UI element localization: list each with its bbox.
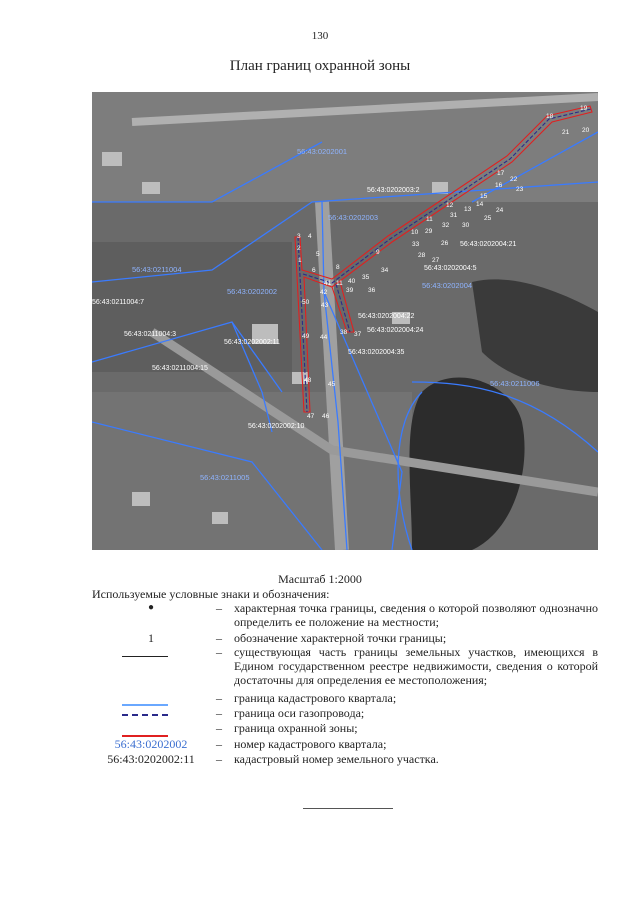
legend-symbol-number: 1 xyxy=(148,631,154,645)
quarter-label: 56:43:0211005 xyxy=(200,473,250,482)
legend-text: характерная точка границы, сведения о которой позволяют однозначно определить ее положение на местности; xyxy=(234,601,598,629)
point-label: 14 xyxy=(476,201,484,208)
point-label: 36 xyxy=(368,287,376,294)
point-label: 17 xyxy=(497,170,505,177)
point-label: 43 xyxy=(321,302,329,309)
page-number: 130 xyxy=(311,30,329,42)
point-label: 20 xyxy=(582,127,590,134)
legend-title: Используемые условные знаки и обозначения: xyxy=(92,587,330,601)
point-label: 19 xyxy=(580,105,588,112)
point-label: 44 xyxy=(320,334,328,341)
point-label: 21 xyxy=(562,129,570,136)
parcel-label: 56:43:0202003:2 xyxy=(367,187,420,194)
legend-row-quarter-boundary xyxy=(92,691,598,705)
parcel-label: 56:43:0202002:11 xyxy=(224,339,280,346)
point-label: 40 xyxy=(348,278,356,285)
point-label: 34 xyxy=(381,267,389,274)
point-label: 26 xyxy=(441,240,449,247)
point-label: 6 xyxy=(312,267,316,274)
legend-dash: – xyxy=(216,721,222,735)
map-building xyxy=(212,512,228,524)
point-label: 3 xyxy=(297,233,301,240)
legend-dash: – xyxy=(216,752,222,766)
point-label: 39 xyxy=(346,287,354,294)
point-label: 47 xyxy=(307,413,315,420)
quarter-label: 56:43:0211006 xyxy=(490,379,540,388)
point-label: 30 xyxy=(462,222,470,229)
legend-row-point-number xyxy=(92,631,598,645)
map-building xyxy=(102,152,122,166)
map-area-left-field xyxy=(92,242,292,372)
point-label: 25 xyxy=(484,215,492,222)
point-label: 37 xyxy=(354,331,362,338)
point-label: 29 xyxy=(425,228,433,235)
point-label: 46 xyxy=(322,413,330,420)
legend-row-quarter-number xyxy=(92,737,598,751)
map-building xyxy=(142,182,160,194)
legend-row-gas-axis xyxy=(92,706,598,720)
legend-dash: – xyxy=(216,601,222,615)
legend-text: граница охранной зоны; xyxy=(234,721,358,735)
map-area-bottom xyxy=(92,392,412,550)
point-label: 42 xyxy=(320,289,328,296)
point-label: 24 xyxy=(496,207,504,214)
point-label: 23 xyxy=(516,186,524,193)
point-label: 45 xyxy=(328,381,336,388)
quarter-label: 56:43:0202003 xyxy=(328,213,379,222)
point-label: 15 xyxy=(480,193,488,200)
point-label: 33 xyxy=(412,241,420,248)
legend-symbol-dot: ● xyxy=(147,602,155,613)
point-label: 11 xyxy=(426,216,433,223)
quarter-label: 56:43:0202001 xyxy=(297,147,348,156)
legend-dash: – xyxy=(216,706,222,720)
point-label: 49 xyxy=(302,333,310,340)
point-label: 50 xyxy=(302,299,310,306)
legend-text: номер кадастрового квартала; xyxy=(234,737,387,751)
point-label: 41 xyxy=(324,280,332,287)
point-label: 48 xyxy=(304,377,312,384)
point-label: 22 xyxy=(510,176,518,183)
point-label: 11 xyxy=(336,280,343,287)
scale-label: Масштаб 1:2000 xyxy=(278,572,362,586)
legend-dash: – xyxy=(216,737,222,751)
parcel-label: 56:43:0202004:24 xyxy=(367,327,424,334)
legend-row-point xyxy=(92,601,598,629)
parcel-label: 56:43:0202004:21 xyxy=(460,241,517,248)
quarter-label: 56:43:0202002 xyxy=(227,287,278,296)
point-label: 28 xyxy=(418,252,426,259)
parcel-label: 56:43:0211004:7 xyxy=(92,299,145,306)
point-label: 12 xyxy=(446,202,454,209)
legend-text: граница кадастрового квартала; xyxy=(234,691,397,705)
parcel-label: 56:43:0202002:10 xyxy=(248,423,305,430)
parcel-label: 56:43:0202004:5 xyxy=(424,265,477,272)
point-label: 31 xyxy=(450,212,458,219)
parcel-label: 56:43:0211004:3 xyxy=(124,331,177,338)
point-label: 1 xyxy=(298,257,302,264)
point-label: 2 xyxy=(297,245,301,252)
point-label: 38 xyxy=(340,329,348,336)
legend-text: обозначение характерной точки границы; xyxy=(234,631,447,645)
parcel-label: 56:43:0202004:35 xyxy=(348,349,405,356)
point-label: 35 xyxy=(362,274,370,281)
legend-symbol-quarter-number: 56:43:0202002 xyxy=(114,737,188,751)
legend-row-protection-zone xyxy=(92,721,598,735)
point-label: 9 xyxy=(376,249,380,256)
legend-symbol-parcel-line xyxy=(122,656,168,657)
map-svg xyxy=(92,92,598,550)
legend-dash: – xyxy=(216,631,222,645)
legend-row-parcel-boundary xyxy=(92,645,598,689)
footer-divider xyxy=(303,808,393,809)
point-label: 8 xyxy=(336,264,340,271)
point-label: 32 xyxy=(442,222,450,229)
satellite-map xyxy=(92,92,598,550)
page-title: План границ охранной зоны xyxy=(229,58,411,74)
point-label: 18 xyxy=(546,113,554,120)
point-label: 16 xyxy=(495,182,503,189)
legend-symbol-parcel-number: 56:43:0202002:11 xyxy=(107,752,195,766)
legend-row-parcel-number xyxy=(92,752,598,766)
map-building xyxy=(132,492,150,506)
quarter-label: 56:43:0202004 xyxy=(422,281,473,290)
point-label: 27 xyxy=(432,257,440,264)
legend-symbol-gas-line xyxy=(122,714,168,716)
legend-dash: – xyxy=(216,645,222,659)
point-label: 13 xyxy=(464,206,472,213)
legend-text: кадастровый номер земельного участка. xyxy=(234,752,439,766)
legend-text: граница оси газопровода; xyxy=(234,706,365,720)
point-label: 10 xyxy=(411,229,419,236)
legend-text: существующая часть границы земельных участков, имеющихся в Едином государственном реестре недвижимости, сведения о которой достаточны для определения ее местоположения; xyxy=(234,645,598,687)
legend-dash: – xyxy=(216,691,222,705)
parcel-label: 56:43:0202004:22 xyxy=(358,313,415,320)
point-label: 4 xyxy=(308,233,312,240)
point-label: 5 xyxy=(316,251,320,258)
quarter-label: 56:43:0211004 xyxy=(132,265,182,274)
parcel-label: 56:43:0211004:15 xyxy=(152,365,208,372)
